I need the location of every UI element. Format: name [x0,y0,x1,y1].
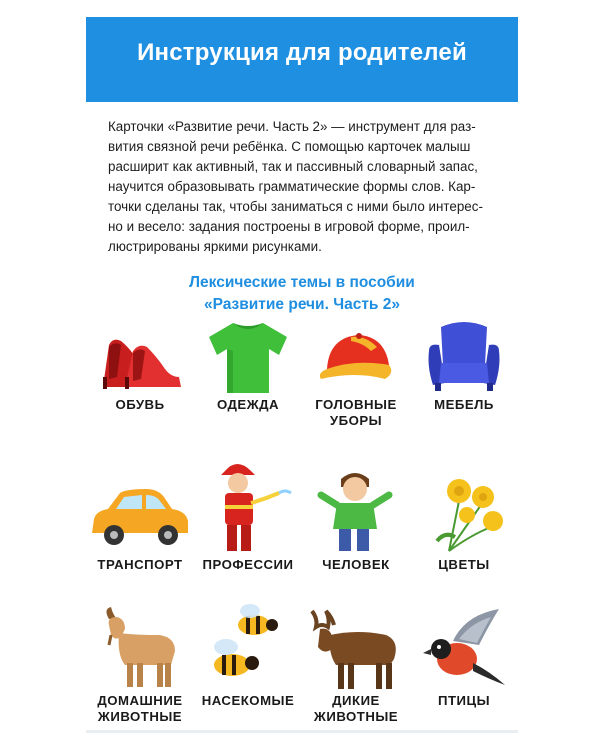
topic-transport [86,467,194,573]
header-banner [86,17,518,102]
topic-birds [410,605,518,709]
intro-line: расширит как активный, так и пассивный словарный запас, [108,159,478,174]
topic-shoes [86,317,194,413]
topic-label: ТРАНСПОРТ [97,557,183,572]
topic-insects [194,597,302,709]
boy-icon [311,457,401,557]
intro-line: точки сделаны так, чтобы заниматься с ними было интерес- [108,199,483,214]
topic-label: НАСЕКОМЫЕ [201,693,295,708]
bottom-divider [86,730,518,733]
tshirt-icon [203,317,293,397]
topic-person [302,457,410,573]
moose-icon [306,605,406,693]
topic-label-line2: УБОРЫ [329,413,383,428]
topic-wild-animals [302,605,410,725]
topic-label: ПТИЦЫ [437,693,491,708]
topic-label: ОБУВЬ [115,397,165,412]
intro-line: Карточки «Развитие речи. Часть 2» — инструмент для раз- [108,119,476,134]
instruction-card [86,17,518,733]
topics-heading-line2: «Развитие речи. Часть 2» [203,296,400,313]
topics-heading [86,272,518,316]
topic-clothes [194,317,302,413]
topic-domestic-animals [86,605,194,725]
intro-line: люстрированы яркими рисунками. [108,239,322,254]
intro-paragraph [108,117,500,257]
topic-label-line1: ГОЛОВНЫЕ [315,397,397,412]
shoes-icon [95,317,185,397]
topic-label: ЦВЕТЫ [438,557,490,572]
topic-label-line2: ЖИВОТНЫЕ [97,709,183,724]
topic-flowers [410,461,518,573]
bees-icon [198,597,298,693]
dandelion-icon [419,461,509,557]
cap-icon [311,317,401,397]
intro-line: но и весело: задания построены в игровой форме, проил- [108,219,470,234]
topic-label: ЧЕЛОВЕК [322,557,390,572]
intro-line: вития связной речи ребёнка. С помощью карточек малыш [108,139,471,154]
topic-label: ОДЕЖДА [216,397,280,412]
armchair-icon [419,317,509,397]
topic-label-line2: ЖИВОТНЫЕ [313,709,399,724]
page-title: Инструкция для родителей [137,39,467,66]
topic-label-line1: ДОМАШНИЕ [97,693,183,708]
topic-label: МЕБЕЛЬ [434,397,494,412]
topic-hats [302,317,410,429]
car-icon [86,467,194,557]
topic-furniture [410,317,518,413]
topic-professions [194,453,302,573]
intro-line: научится образовывать грамматические формы слов. Кар- [108,179,476,194]
topic-label: ПРОФЕССИИ [202,557,294,572]
goat-icon [95,605,185,693]
firefighter-icon [203,453,293,557]
bullfinch-icon [419,605,509,693]
topic-label-line1: ДИКИЕ [332,693,380,708]
topics-heading-line1: Лексические темы в пособии [189,274,415,291]
